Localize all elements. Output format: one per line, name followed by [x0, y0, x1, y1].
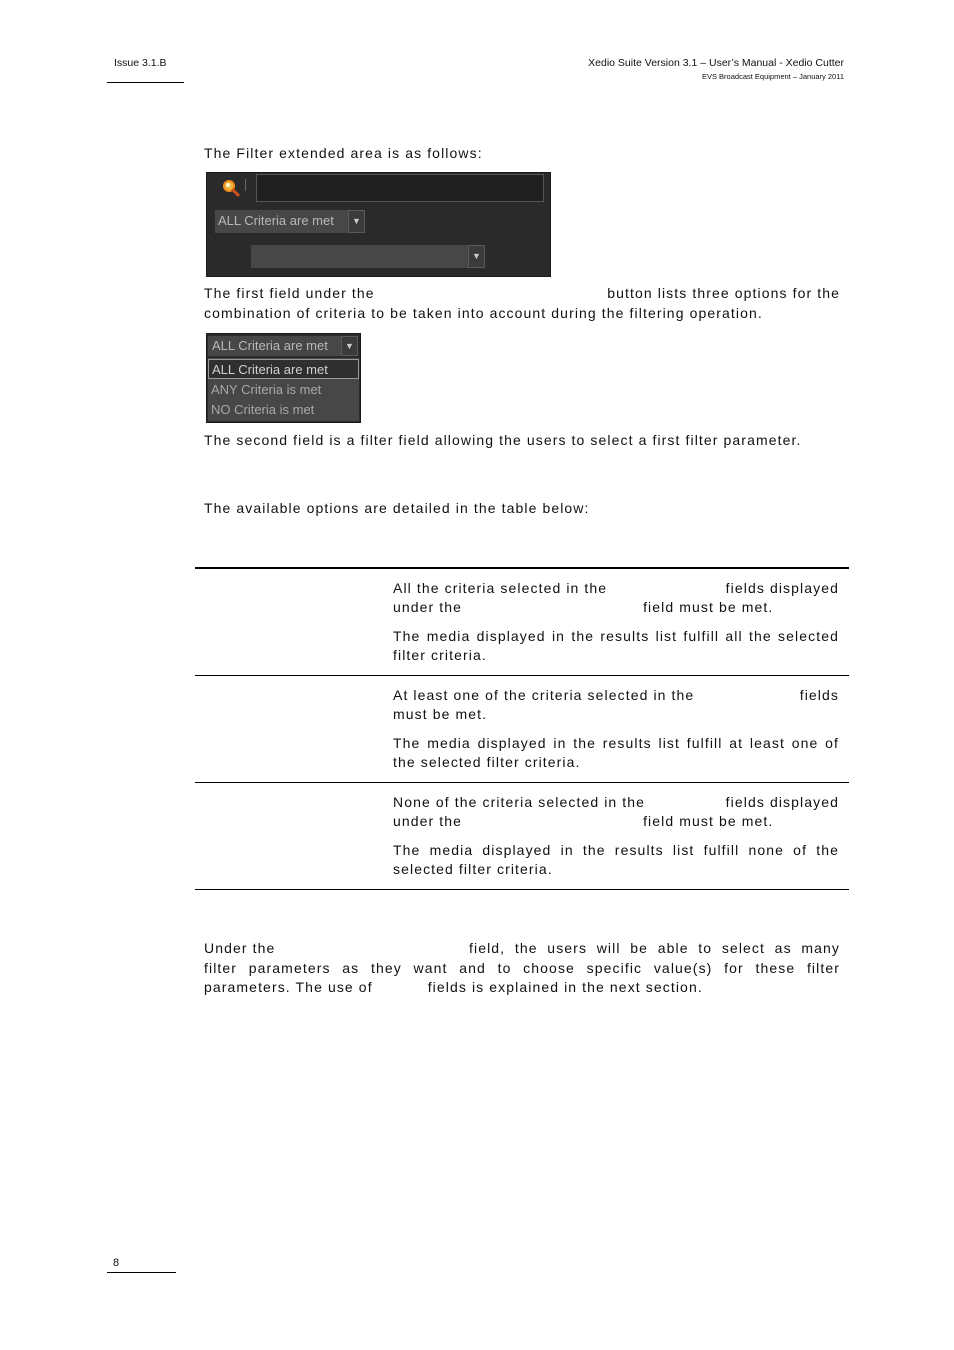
row1-description: The media displayed in the results list fulfill all the selected filter criteria.: [393, 628, 839, 663]
issue-label: Issue 3.1.B: [114, 57, 167, 69]
row1-line2-end: field must be met.: [643, 599, 774, 615]
under-field-paragraph: [204, 939, 840, 998]
search-button[interactable]: [221, 178, 241, 198]
under-line2: filter parameters as they want and to choose specific value(s) for these filter: [204, 959, 840, 976]
filter-field-combo-arrow[interactable]: [468, 245, 485, 268]
first-field-text-part1: The first field under the: [204, 285, 375, 301]
available-options-paragraph: The available options are detailed in the table below:: [204, 500, 590, 516]
row2-line1-start: At least one of the criteria selected in the: [393, 687, 695, 703]
filter-field-combo[interactable]: [251, 245, 468, 268]
row1-line1-start: All the criteria selected in the: [393, 580, 608, 596]
row1-line1-end: fields displayed: [725, 580, 839, 596]
manual-title: Xedio Suite Version 3.1 – User’s Manual - Xedio Cutter: [588, 57, 844, 69]
row2-line1-end: fields: [799, 687, 839, 703]
manual-subtitle: EVS Broadcast Equipment – January 2011: [701, 72, 844, 81]
row2-line2: must be met.: [393, 706, 488, 722]
under-line3-start: parameters. The use of: [204, 979, 373, 995]
dropdown-option-all[interactable]: ALL Criteria are met: [208, 359, 359, 379]
toolbar-separator: [245, 179, 246, 191]
criteria-dropdown-arrow[interactable]: [341, 336, 358, 356]
dropdown-option-no[interactable]: NO Criteria is met: [211, 402, 315, 417]
chevron-down-icon: ▼: [472, 251, 481, 261]
row3-line1-end: fields displayed: [725, 794, 839, 810]
criteria-combo[interactable]: ALL Criteria are met: [215, 210, 348, 233]
criteria-combo-arrow[interactable]: [348, 210, 365, 233]
first-field-text-part2b: combination of criteria to be taken into account during the filtering operation.: [204, 305, 763, 321]
under-line1-start: Under the: [204, 940, 276, 956]
row3-line1-start: None of the criteria selected in the: [393, 794, 646, 810]
header-rule: [107, 82, 184, 83]
table-row-rule: [195, 675, 849, 676]
under-line3-end: fields is explained in the next section.: [427, 979, 703, 995]
table-row-rule: [195, 782, 849, 783]
criteria-dropdown-list: [208, 358, 359, 421]
row1-line2-start: under the: [393, 599, 463, 615]
dropdown-option-any[interactable]: ANY Criteria is met: [211, 382, 322, 397]
running-header: [588, 57, 844, 83]
filter-extended-area-screenshot: [206, 172, 551, 277]
criteria-dropdown-screenshot: [206, 333, 361, 423]
chevron-down-icon: ▼: [345, 341, 354, 351]
second-field-paragraph: The second field is a filter field allowing the users to select a first filter parameter.: [204, 432, 802, 448]
under-line1-end: field, the users will be able to select as many: [469, 940, 840, 956]
chevron-down-icon: ▼: [352, 216, 361, 226]
row3-line2-start: under the: [393, 813, 463, 829]
search-icon: [221, 178, 241, 198]
table-bottom-rule: [195, 889, 849, 890]
table-row: [393, 793, 839, 879]
table-row: [393, 686, 839, 772]
footer-rule: [107, 1272, 176, 1273]
row3-description: The media displayed in the results list fulfill none of the selected filter criteria.: [393, 842, 839, 877]
criteria-dropdown-value[interactable]: ALL Criteria are met: [208, 336, 341, 356]
row2-description: The media displayed in the results list fulfill at least one of the selected filter criteria.: [393, 735, 839, 770]
table-row: [393, 579, 839, 665]
row3-line2-end: field must be met.: [643, 813, 774, 829]
first-field-text-part2a: button lists three options for the: [607, 285, 840, 301]
search-input[interactable]: [256, 174, 544, 202]
page-number: 8: [113, 1257, 120, 1269]
table-top-rule: [195, 567, 849, 569]
intro-text: The Filter extended area is as follows:: [204, 145, 483, 161]
